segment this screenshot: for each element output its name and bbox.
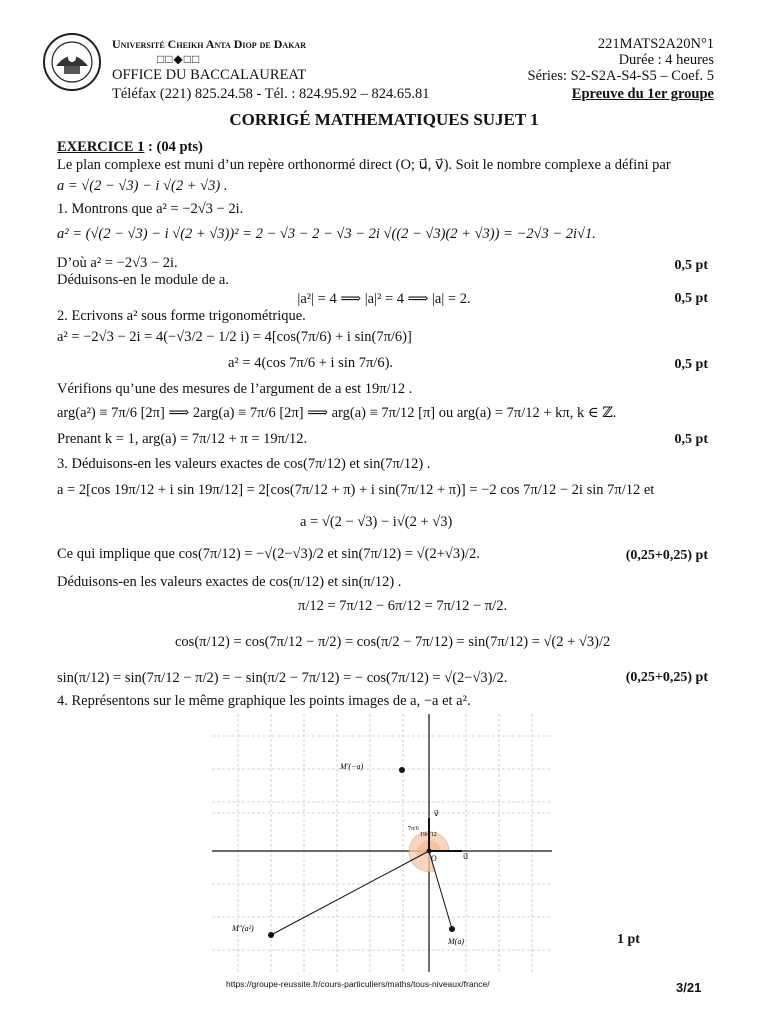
q3-cos: cos(π/12) = cos(7π/12 − π/2) = cos(π/2 − 7π/12) = sin(7π/12) = √(2 + √3)/2 [175,634,611,650]
question-4: 4. Représentons sur le même graphique les points images de a, −a et a². [57,693,471,709]
label-a2: M″(a²) [232,924,254,933]
label-a: M(a) [448,937,464,946]
definition-a: a = √(2 − √3) − i √(2 + √3) . [57,178,228,194]
q3-pi12: π/12 = 7π/12 − 6π/12 = 7π/12 − π/2. [298,598,508,614]
point-a2 [268,932,274,938]
office-name: OFFICE DU BACCALAUREAT [112,67,307,83]
q1-modulus-prompt: Déduisons-en le module de a. [57,272,229,288]
point-origin [427,849,432,854]
q2-verify: Vérifions qu’une des mesures de l’argument de a est 19π/12 . [57,381,413,397]
label-o: O [431,854,437,863]
exam-code: 221MATS2A20N°1 [597,36,714,52]
q2-line1: a² = −2√3 − 2i = 4(−√3/2 − 1/2 i) = 4[cos(7π/6) + i sin(7π/6)] [57,329,412,345]
points-q1b: 0,5 pt [674,291,708,306]
page-title: CORRIGÉ MATHEMATIQUES SUJET 1 [229,110,539,129]
label-v: v⃗ [434,809,439,818]
q3-line1: a = 2[cos 19π/12 + i sin 19π/12] = 2[cos(7π/12 + π) + i sin(7π/12 + π)] = −2 cos 7π/12 − 2i sin 7π/12 et [57,482,655,498]
contacts: Téléfax (221) 825.24.58 - Tél. : 824.95.92 – 824.65.81 [112,86,430,102]
q1-conclusion: D’où a² = −2√3 − 2i. [57,255,178,271]
q3-sin: sin(π/12) = sin(7π/12 − π/2) = − sin(π/2 − 7π/12) = − cos(7π/12) = √(2−√3)/2. [57,670,508,686]
point-minus-a [399,767,405,773]
exercise-points: : (04 pts) [144,139,203,155]
q3-line2: a = √(2 − √3) − i√(2 + √3) [300,514,453,530]
question-1: 1. Montrons que a² = −2√3 − 2i. [57,201,244,217]
points-q2b: 0,5 pt [674,432,708,447]
label-minus-a: M′(−a) [340,762,364,771]
points-q1a: 0,5 pt [674,258,708,273]
segment-o-a2 [271,851,429,935]
point-a [449,926,455,932]
q2-k: Prenant k = 1, arg(a) = 7π/12 + π = 19π/12. [57,431,308,447]
q2-argument: arg(a²) ≡ 7π/6 [2π] ⟹ 2arg(a) ≡ 7π/6 [2π] ⟹ arg(a) ≡ 7π/12 [π] ou arg(a) = 7π/12 + kπ, k ∈ ℤ. [57,405,617,421]
header-ornament: □□◆□□ [157,52,201,66]
question-2: 2. Ecrivons a² sous forme trigonométrique. [57,308,306,324]
points-q2a: 0,5 pt [674,357,708,372]
points-q3a: (0,25+0,25) pt [625,548,708,563]
exercise-heading [57,139,203,156]
label-u: u⃗ [463,852,469,861]
university-seal-logo [42,32,102,92]
question-3: 3. Déduisons-en les valeurs exactes de cos(7π/12) et sin(7π/12) . [57,456,431,472]
grid [212,714,552,972]
exam-series: Séries: S2-S2A-S4-S5 – Coef. 5 [527,68,714,84]
q1-modulus: |a²| = 4 ⟹ |a|² = 4 ⟹ |a| = 2. [297,291,471,307]
points-q4: 1 pt [617,932,640,947]
q3-implication: Ce qui implique que cos(7π/12) = −√(2−√3)/2 et sin(7π/12) = √(2+√3)/2. [57,546,480,562]
q2-line2: a² = 4(cos 7π/6 + i sin 7π/6). [228,355,394,371]
label-angle-7pi6: 7π/6 [408,826,419,832]
exercise-title: EXERCICE 1 [57,139,145,155]
q1-computation: a² = (√(2 − √3) − i √(2 + √3))² = 2 − √3 − 2 − √3 − 2i √((2 − √3)(2 + √3)) = −2√3 − 2i√1. [57,226,596,242]
label-angle-19pi12: 19π/12 [420,832,437,838]
exam-duration: Durée : 4 heures [618,52,714,68]
exercise-intro: Le plan complexe est muni d’un repère orthonormé direct (O; u⃗, v⃗). Soit le nombre complexe a défini par [57,157,671,173]
footer-url[interactable]: https://groupe-reussite.fr/cours-particuliers/maths/tous-niveaux/france/ [226,979,490,989]
q3-deduce: Déduisons-en les valeurs exactes de cos(π/12) et sin(π/12) . [57,574,402,590]
page-number: 3/21 [676,980,702,995]
points-q3b: (0,25+0,25) pt [625,670,708,685]
exam-group: Epreuve du 1er groupe [571,86,714,102]
complex-plane-graph [212,714,552,972]
university-name: Université Cheikh Anta Diop de Dakar [112,37,306,51]
